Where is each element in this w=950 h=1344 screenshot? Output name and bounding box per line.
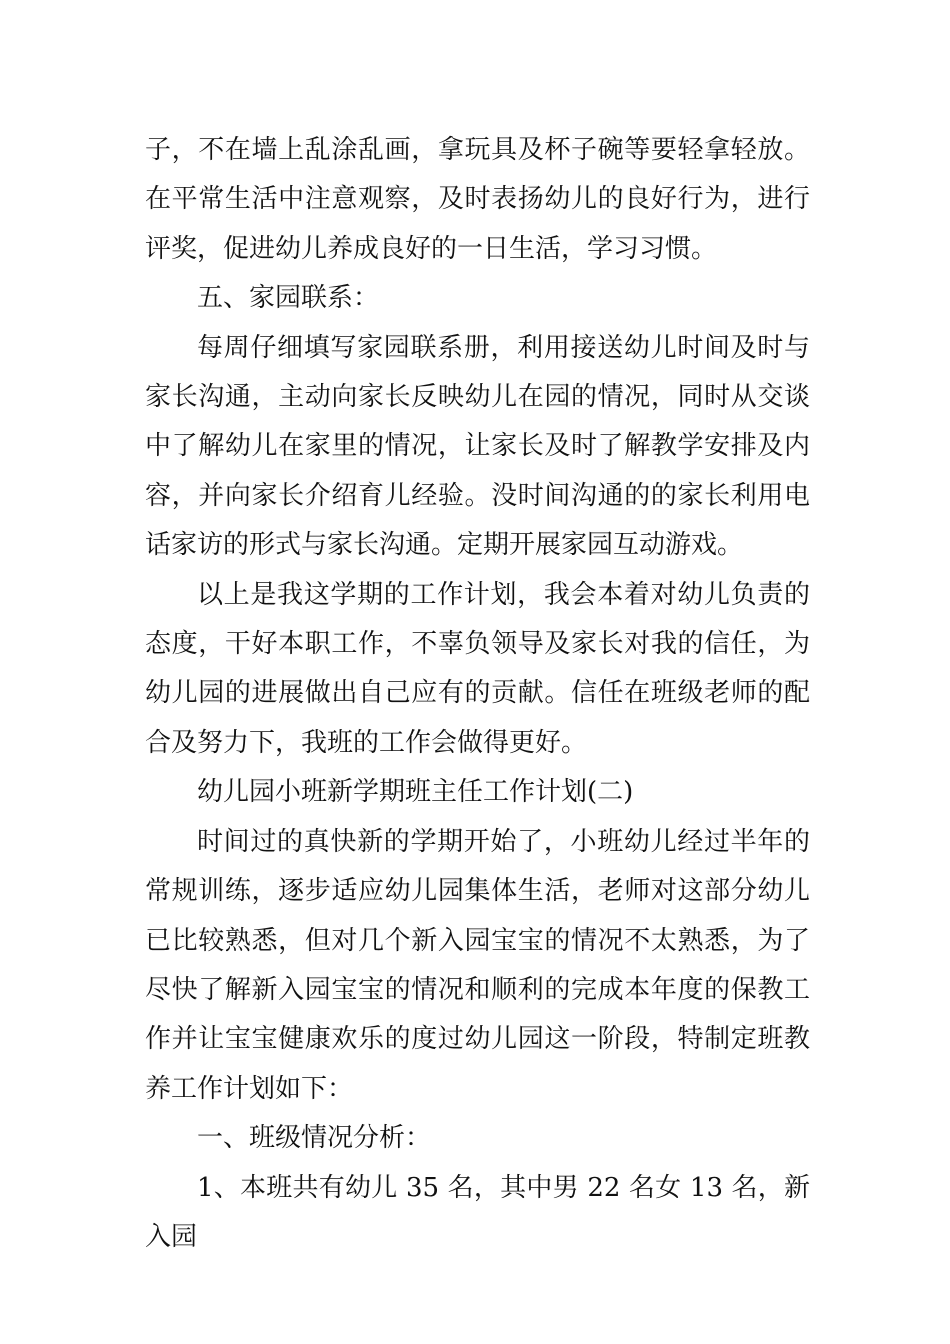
section-heading-class-analysis: 一、班级情况分析： bbox=[197, 1123, 432, 1154]
paragraph-conclusion: 以上是我这学期的工作计划，我会本着对幼儿负责的态度，干好本职工作，不辜负领导及家长对我的信任，为幼儿园的进展做出自己应有的贡献。信任在班级老师的配合及努力下，我班的工作会做得更好。 bbox=[145, 579, 810, 758]
section-heading-home-school: 五、家园联系： bbox=[197, 283, 380, 314]
document-page bbox=[145, 126, 810, 1262]
paragraph-class-stats: 1、本班共有幼儿 35 名，其中男 22 名女 13 名，新入园 bbox=[145, 1172, 810, 1252]
paragraph-intro: 时间过的真快新的学期开始了，小班幼儿经过半年的常规训练，逐步适应幼儿园集体生活，老师对这部分幼儿已比较熟悉，但对几个新入园宝宝的情况不太熟悉，为了尽快了解新入园宝宝的情况和顺利的完成本年度的保教工作并让宝宝健康欢乐的度过幼儿园这一阶段，特制定班教养工作计划如下： bbox=[145, 826, 810, 1104]
document-subtitle: 幼儿园小班新学期班主任工作计划(二) bbox=[197, 777, 634, 808]
paragraph-home-school: 每周仔细填写家园联系册，利用接送幼儿时间及时与家长沟通，主动向家长反映幼儿在园的情况，同时从交谈中了解幼儿在家里的情况，让家长及时了解教学安排及内容，并向家长介绍育儿经验。没时间沟通的的家长利用电话家访的形式与家长沟通。定期开展家园互动游戏。 bbox=[145, 332, 810, 561]
paragraph-continuation: 子，不在墙上乱涂乱画，拿玩具及杯子碗等要轻拿轻放。在平常生活中注意观察，及时表扬幼儿的良好行为，进行评奖，促进幼儿养成良好的一日生活，学习习惯。 bbox=[145, 135, 810, 264]
